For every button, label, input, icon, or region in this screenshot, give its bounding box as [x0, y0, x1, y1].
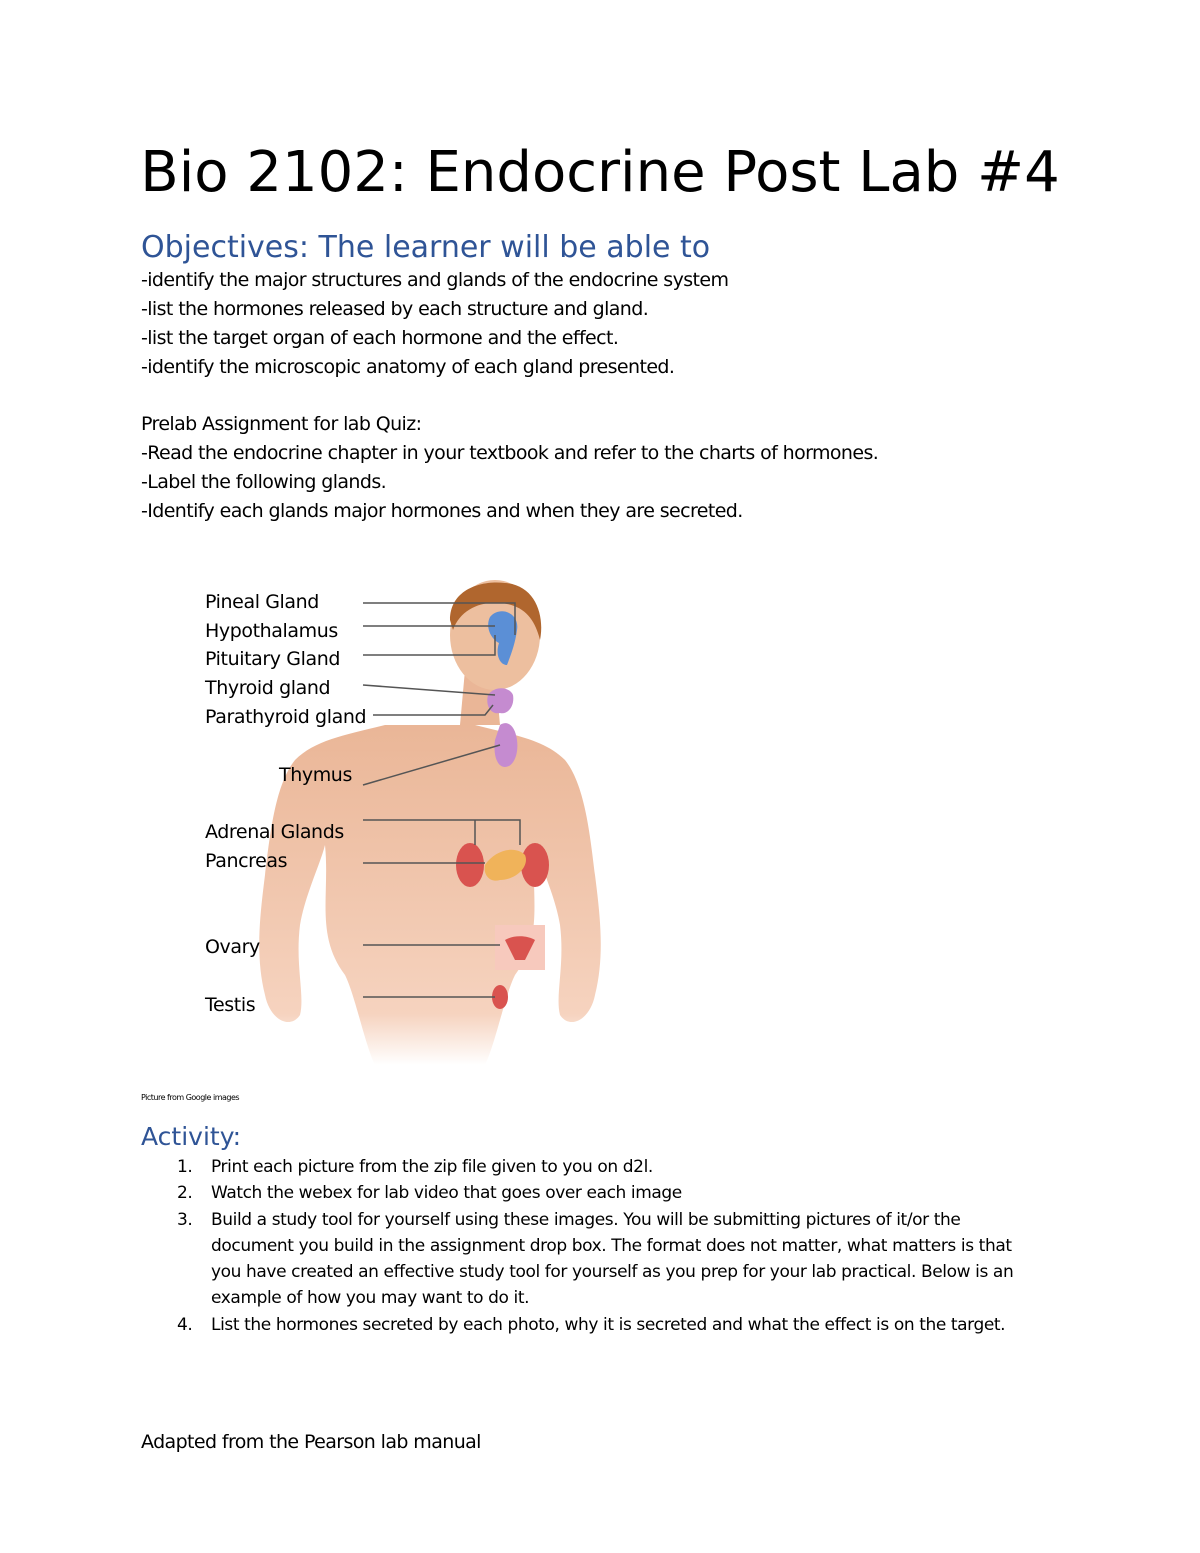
- label-hypothalamus: Hypothalamus: [205, 620, 338, 642]
- activity-item-text: Print each picture from the zip file given to you on d2l.: [211, 1157, 653, 1177]
- activity-item-number: 2.: [177, 1183, 193, 1204]
- objectives-heading: Objectives: The learner will be able to: [141, 230, 711, 265]
- activity-item-text: List the hormones secreted by each photo, why it is secreted and what the effect is on the target.: [211, 1314, 1006, 1335]
- right-kidney: [521, 843, 549, 887]
- activity-item-text: Watch the webex for lab video that goes over each image: [211, 1183, 682, 1204]
- footer-note: Adapted from the Pearson lab manual: [141, 1431, 481, 1453]
- activity-item: [141, 1154, 1041, 1180]
- activity-heading: Activity:: [141, 1122, 242, 1151]
- objective-item: -identify the microscopic anatomy of each gland presented.: [141, 356, 675, 378]
- activity-list: [141, 1154, 1041, 1338]
- label-adrenal-glands: Adrenal Glands: [205, 821, 344, 843]
- prelab-item: -Identify each glands major hormones and when they are secreted.: [141, 500, 743, 522]
- activity-item-number: 1.: [177, 1157, 193, 1177]
- label-pituitary-gland: Pituitary Gland: [205, 648, 341, 670]
- endocrine-figure: [195, 575, 675, 1065]
- activity-item: [141, 1312, 1041, 1338]
- label-thymus: Thymus: [279, 764, 352, 786]
- thyroid-gland: [487, 688, 513, 713]
- prelab-heading: Prelab Assignment for lab Quiz:: [141, 413, 422, 435]
- left-kidney: [456, 843, 484, 887]
- prelab-item: -Read the endocrine chapter in your textbook and refer to the charts of hormones.: [141, 442, 879, 464]
- activity-item-text: Build a study tool for yourself using these images. You will be submitting pictures of it/or the document you build in the assignment drop box. The format does not matter, what matters is that you have created an effective study tool for yourself as you prep for your lab practical. Below is an example of how you may want to do it.: [211, 1209, 1014, 1309]
- label-pancreas: Pancreas: [205, 850, 288, 872]
- prelab-item: -Label the following glands.: [141, 471, 387, 493]
- objective-item: -identify the major structures and glands of the endocrine system: [141, 269, 729, 291]
- objectives-list: [141, 266, 728, 382]
- label-testis: Testis: [205, 994, 256, 1016]
- label-thyroid-gland: Thyroid gland: [205, 677, 331, 699]
- activity-item-number: 4.: [177, 1314, 193, 1335]
- document-title: Bio 2102: Endocrine Post Lab #4: [140, 140, 1060, 205]
- label-pineal-gland: Pineal Gland: [205, 591, 319, 613]
- label-ovary: Ovary: [205, 936, 260, 958]
- picture-credit: Picture from Google images: [141, 1093, 240, 1102]
- objective-item: -list the hormones released by each structure and gland.: [141, 298, 649, 320]
- activity-item: [141, 1207, 1041, 1312]
- objective-item: -list the target organ of each hormone and the effect.: [141, 327, 619, 349]
- prelab-list: [141, 439, 878, 526]
- activity-item: [141, 1180, 1041, 1206]
- label-parathyroid-gland: Parathyroid gland: [205, 706, 367, 728]
- activity-item-number: 3.: [177, 1209, 193, 1230]
